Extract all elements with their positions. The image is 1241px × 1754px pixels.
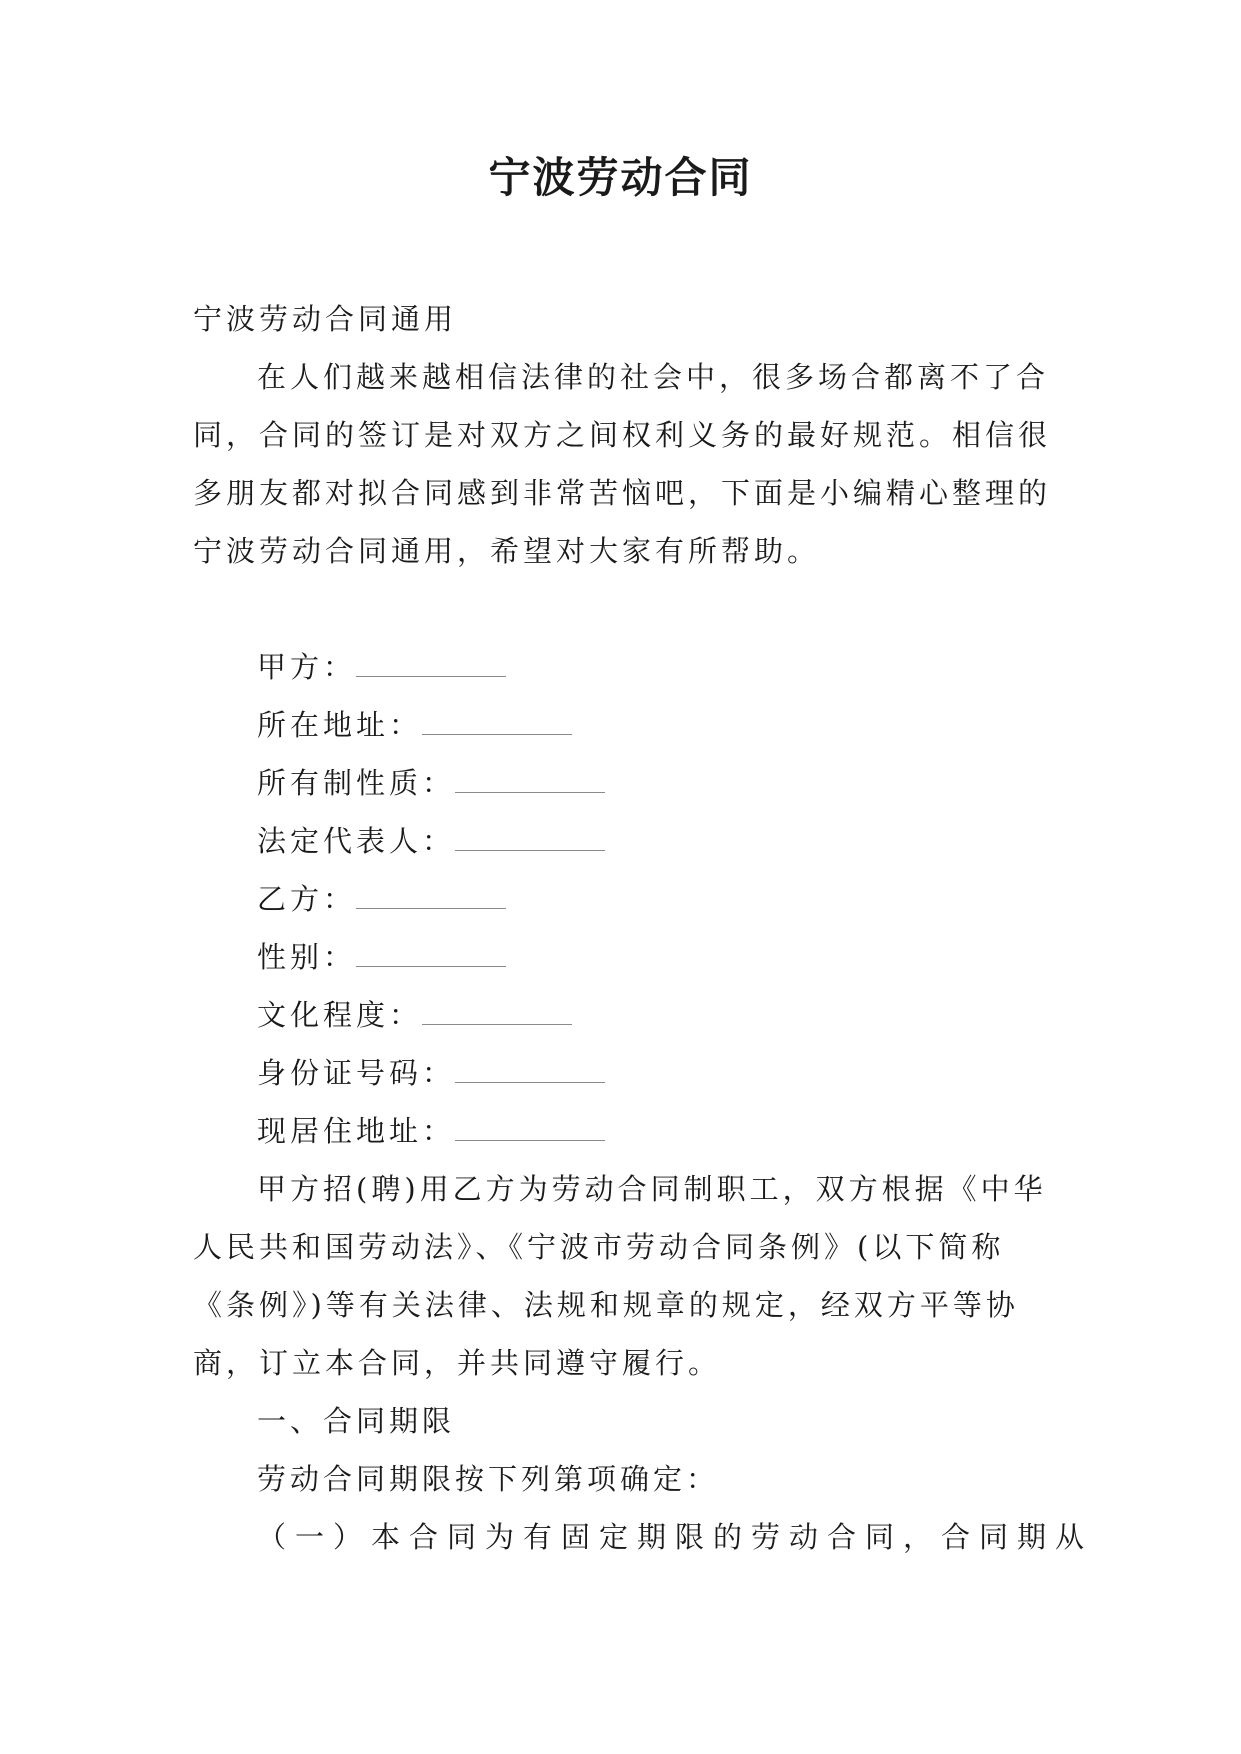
fill-in-blank — [455, 1118, 605, 1141]
field-label: 所有制性质： — [257, 766, 456, 800]
fill-in-blank — [422, 1002, 572, 1025]
field-label: 现居住地址： — [257, 1114, 456, 1148]
fill-in-blank — [455, 1060, 605, 1083]
fill-in-blank — [356, 654, 506, 677]
field-address — [193, 696, 1053, 754]
field-party-b — [193, 870, 1053, 928]
fill-in-blank — [455, 828, 605, 851]
section-item: （一）本合同为有固定期限的劳动合同，合同期从 — [257, 1520, 1094, 1554]
field-label: 甲方： — [257, 650, 357, 684]
fill-in-blank — [356, 886, 506, 909]
field-party-a — [193, 638, 1053, 696]
field-id-number — [193, 1044, 1053, 1102]
field-current-address — [193, 1102, 1053, 1160]
intro-paragraph: 在人们越来越相信法律的社会中，很多场合都离不了合同，合同的签订是对双方之间权利义务的最好规范。相信很多朋友都对拟合同感到非常苦恼吧，下面是小编精心整理的宁波劳动合同通用，希望对大家有所帮助。 — [193, 360, 1052, 568]
field-label: 文化程度： — [257, 998, 423, 1032]
document-subtitle: 宁波劳动合同通用 — [193, 302, 458, 336]
document-title: 宁波劳动合同 — [488, 153, 753, 202]
paragraph-spacer — [193, 580, 1053, 638]
field-label: 身份证号码： — [257, 1056, 456, 1090]
field-gender — [193, 928, 1053, 986]
document-body — [193, 290, 1094, 1566]
field-label: 所在地址： — [257, 708, 423, 742]
fill-in-blank — [422, 712, 572, 735]
field-ownership — [193, 754, 1053, 812]
fill-in-blank — [356, 944, 506, 967]
section-heading: 一、合同期限 — [257, 1404, 456, 1438]
field-label: 法定代表人： — [257, 824, 456, 858]
section-lead: 劳动合同期限按下列第项确定： — [257, 1462, 720, 1496]
field-label: 性别： — [257, 940, 357, 974]
field-education — [193, 986, 1053, 1044]
field-label: 乙方： — [257, 882, 357, 916]
field-legal-representative — [193, 812, 1053, 870]
preamble-paragraph: 甲方招(聘)用乙方为劳动合同制职工，双方根据《中华人民共和国劳动法》、《宁波市劳动合同条例》(以下简称《条例》)等有关法律、法规和规章的规定，经双方平等协商，订立本合同，并共同遵守履行。 — [193, 1172, 1047, 1380]
fill-in-blank — [455, 770, 605, 793]
